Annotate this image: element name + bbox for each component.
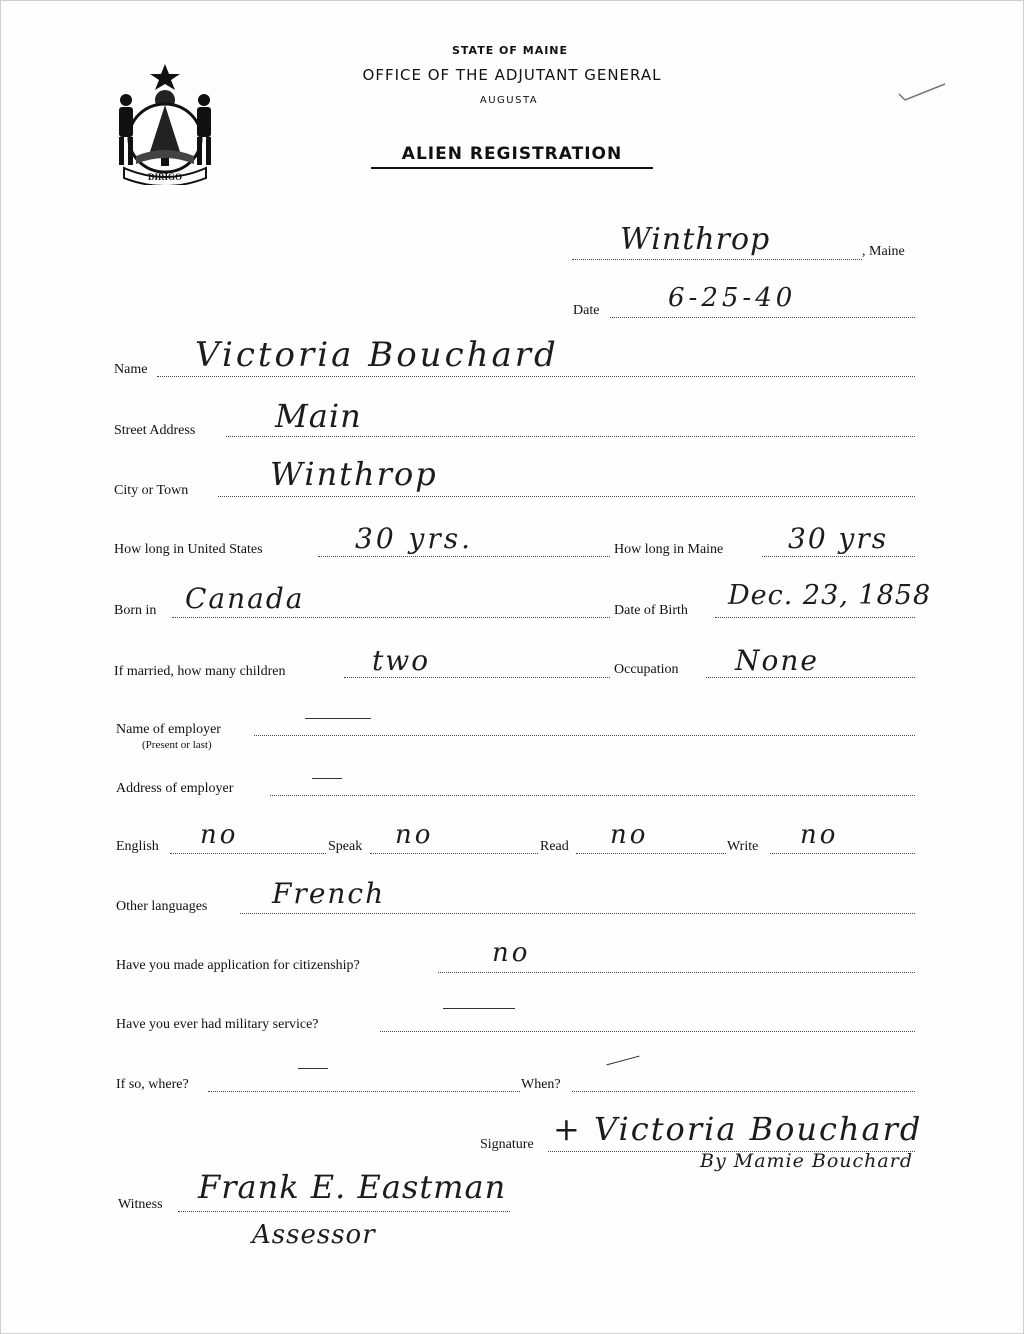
when-label: When? (521, 1077, 561, 1092)
read-label: Read (540, 839, 569, 854)
maine-long-label: How long in Maine (614, 542, 724, 557)
write-line (770, 853, 915, 854)
read-value: no (610, 820, 649, 850)
dob-line (715, 617, 915, 618)
employer-label: Name of employer (116, 722, 221, 737)
citizenship-label: Have you made application for citizenship? (116, 958, 360, 973)
citizenship-value: no (492, 938, 531, 968)
other-languages-value: French (272, 877, 386, 910)
dob-value: Dec. 23, 1858 (728, 580, 932, 611)
signature-by: By Mamie Bouchard (700, 1150, 913, 1172)
seal-motto: DIRIGO (147, 172, 183, 182)
military-label: Have you ever had military service? (116, 1017, 319, 1032)
occupation-label: Occupation (614, 662, 679, 677)
where-label: If so, where? (116, 1077, 189, 1092)
name-label: Name (114, 362, 148, 377)
us-line (318, 556, 610, 557)
read-line (576, 853, 726, 854)
other-languages-line (240, 913, 915, 914)
employer-address-line (270, 795, 915, 796)
date-label: Date (573, 303, 600, 318)
where-line (208, 1091, 520, 1092)
occupation-value: None (735, 644, 819, 677)
date-value: 6-25-40 (668, 283, 797, 313)
english-label: English (116, 839, 159, 854)
employer-dash (305, 718, 371, 719)
maine-label: , Maine (862, 244, 905, 259)
write-label: Write (727, 839, 759, 854)
header-city: AUGUSTA (479, 95, 539, 106)
maine-long-line (762, 556, 915, 557)
children-value: two (372, 644, 431, 677)
signature-value: + Victoria Bouchard (553, 1110, 923, 1148)
maine-long-value: 30 yrs (788, 522, 889, 555)
witness-value: Frank E. Eastman (198, 1168, 507, 1206)
name-line (157, 376, 915, 377)
citizenship-line (438, 972, 915, 973)
military-dash (443, 1008, 515, 1009)
header-office: OFFICE OF THE ADJUTANT GENERAL (362, 66, 662, 84)
military-line (380, 1031, 915, 1032)
street-value: Main (275, 397, 362, 435)
employer-address-dash (312, 778, 342, 779)
when-line (572, 1091, 915, 1092)
witness-title: Assessor (252, 1220, 376, 1250)
speak-label: Speak (328, 839, 363, 854)
occupation-line (706, 677, 915, 678)
signature-label: Signature (480, 1137, 534, 1152)
employer-line (254, 735, 915, 736)
other-languages-label: Other languages (116, 899, 208, 914)
write-value: no (800, 820, 839, 850)
witness-line (178, 1211, 510, 1212)
date-line (610, 317, 915, 318)
city-line (218, 496, 915, 497)
english-line (170, 853, 326, 854)
form-title: ALIEN REGISTRATION (371, 144, 653, 169)
town-value: Winthrop (620, 222, 771, 257)
town-line (572, 259, 862, 260)
city-label: City or Town (114, 483, 189, 498)
witness-label: Witness (118, 1197, 163, 1212)
born-value: Canada (185, 582, 305, 615)
employer-sublabel: (Present or last) (142, 739, 212, 751)
city-value: Winthrop (270, 455, 438, 493)
street-line (226, 436, 915, 437)
us-value: 30 yrs. (355, 522, 474, 555)
dob-label: Date of Birth (614, 603, 688, 618)
children-line (344, 677, 610, 678)
header-state: STATE OF MAINE (451, 44, 569, 57)
speak-line (370, 853, 538, 854)
street-label: Street Address (114, 423, 196, 438)
speak-value: no (395, 820, 434, 850)
us-label: How long in United States (114, 542, 263, 557)
born-line (172, 617, 610, 618)
born-label: Born in (114, 603, 157, 618)
children-label: If married, how many children (114, 664, 286, 679)
english-value: no (200, 820, 239, 850)
where-dash (298, 1068, 328, 1069)
name-value: Victoria Bouchard (195, 335, 559, 375)
employer-address-label: Address of employer (116, 781, 234, 796)
